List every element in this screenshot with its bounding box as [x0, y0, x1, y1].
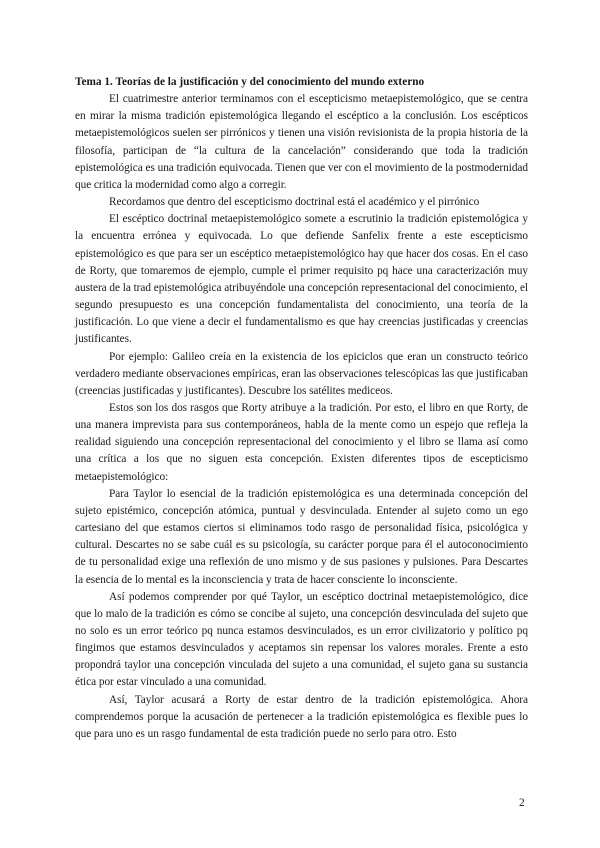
paragraph-6: Para Taylor lo esencial de la tradición epistemológica es una determinada concepción del sujeto epistémico, concepción atómica, puntual y desvinculada. Entender al sujeto como un ego cartesiano del que estamos ciertos si eliminamos todo rasgo de personalidad física, psicológica y cultural. Descartes no se sabe cuál es su psicología, su carácter porque para él el autoconocimiento de tu personalidad exige una reflexión de uno mismo y de sus pasiones y pulsiones. Para Descartes la esencia de lo mental es la inconsciencia y trata de hacer consciente lo inconsciente. [75, 487, 528, 586]
page-number: 2 [519, 797, 525, 809]
paragraph-2: Recordamos que dentro del escepticismo doctrinal está el académico y el pirrónico [109, 196, 480, 209]
paragraph-5: Estos son los dos rasgos que Rorty atribuye a la tradición. Por esto, el libro en que Rorty, de una manera imprevista para sus contemporáneos, habla de la mente como un espejo que refleja la realidad siguiendo una concepción representacional del conocimiento y el libro se llama así como una crítica a los que no siguen esta concepción. Existen diferentes tipos de escepticismo metaepistemológico: [75, 401, 528, 483]
paragraph-4: Por ejemplo: Galileo creía en la existencia de los epiciclos que eran un constructo teórico verdadero mediante observaciones empíricas, eran las observaciones telescópicas las que justificaban (creencias justificadas y justificantes). Descubre los satélites mediceos. [75, 350, 528, 397]
document-page [75, 74, 528, 743]
paragraph-3: El escéptico doctrinal metaepistemológico somete a escrutinio la tradición epistemológica y la encuentra errónea y equivocada. Lo que defiende Sanfelix frente a este escepticismo epistemológico es que para ser un escéptico metaepistemológico hay que hacer dos cosas. En el caso de Rorty, que tomaremos de ejemplo, cumple el primer requisito pq hace una caracterización muy austera de la trad epistemológica atribuyéndole una concepción representacional del conocimiento, el segundo presupuesto es una concepción fundamentalista del conocimiento, una teoría de la justificación. Lo que viene a decir el fundamentalismo es que hay creencias justificadas y creencias justificantes. [75, 213, 528, 346]
paragraph-7: Así podemos comprender por qué Taylor, un escéptico doctrinal metaepistemológico, dice que lo malo de la tradición es cómo se concibe al sujeto, una concepción desvinculada del sujeto que no solo es un error teórico pq nunca estamos desvinculados, es un error civilizatorio y político pq fingimos que estamos desvinculados y aceptamos sin repensar los valores morales. Frente a esto propondrá taylor una concepción vinculada del sujeto a una comunidad, el sujeto gana su sustancia ética por estar vinculado a una comunidad. [75, 590, 528, 689]
paragraph-1: El cuatrimestre anterior terminamos con el escepticismo metaepistemológico, que se centra en mirar la misma tradición epistemológica llegando el escéptico a la conclusión. Los escépticos metaepistemológicos suelen ser pirrónicos y tienen una visión revisionista de la propia historia de la filosofía, participan de “la cultura de la cancelación” considerando que toda la tradición epistemológica es una tradición equivocada. Tienen que ver con el movimiento de la postmodernidad que critica la modernidad como algo a corregir. [75, 93, 528, 191]
document-title: Tema 1. Teorías de la justificación y del conocimiento del mundo externo [75, 76, 425, 88]
paragraph-8: Así, Taylor acusará a Rorty de estar dentro de la tradición epistemológica. Ahora comprendemos porque la acusación de pertenecer a la tradición epistemológica es flexible pues lo que para uno es un rasgo fundamental de esta tradición puede no serlo para otro. Esto [75, 693, 528, 740]
